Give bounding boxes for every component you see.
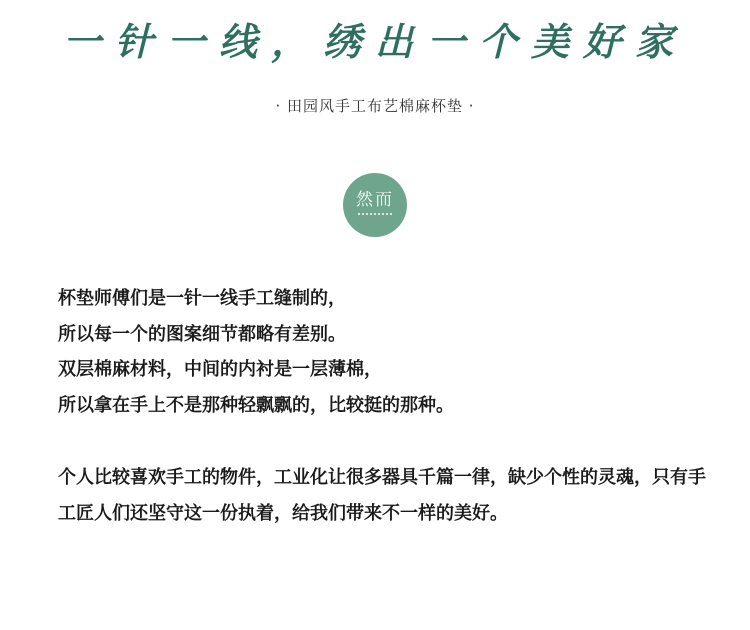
description-line: 所以每一个的图案细节都略有差别。 [58,323,346,345]
description-paragraph-1 [58,281,708,423]
page-subtitle: · 田园风手工布艺棉麻杯垫 · [275,97,475,115]
description-line: 杯垫师傅们是一针一线手工缝制的， [58,288,346,309]
page-headline: 一针一线，绣出一个美好家 [62,19,687,64]
brand-logo-decoration [358,213,392,215]
description-line: 双层棉麻材料，中间的内衬是一层薄棉， [58,359,382,380]
description-paragraph-2 [58,460,708,531]
brand-logo-text: 然而 [356,190,394,210]
description-line: 所以拿在手上不是那种轻飘飘的，比较挺的那种。 [58,394,454,416]
brand-logo [343,173,407,237]
description-line: 个人比较喜欢手工的物件，工业化让很多器具千篇一律，缺少个性的灵魂，只有手工匠人们还坚守这一份执着，给我们带来不一样的美好。 [58,467,706,524]
description-body [58,281,708,531]
